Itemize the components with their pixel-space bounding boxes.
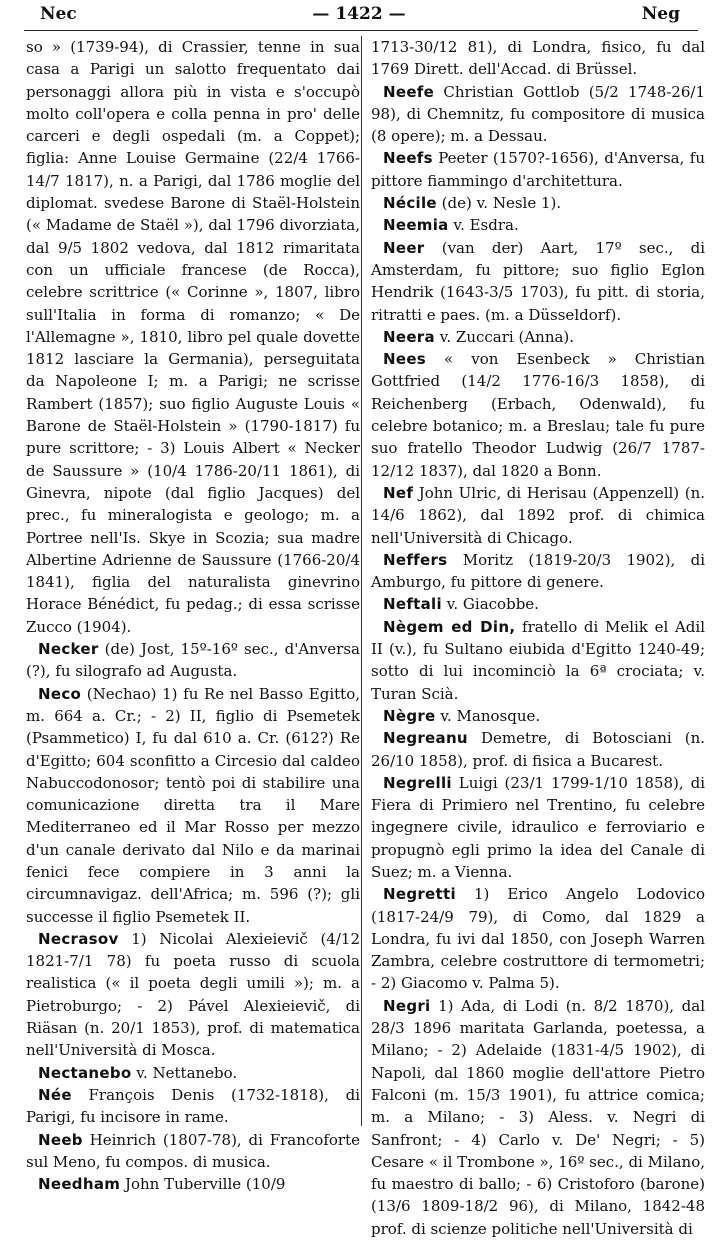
dictionary-entry [371, 705, 705, 727]
entry-text: (de) v. Nesle 1). [436, 194, 562, 213]
dictionary-entry [371, 348, 705, 482]
entry-headword: Neemia [383, 216, 449, 235]
dictionary-entry [26, 928, 360, 1062]
dictionary-entry [371, 772, 705, 883]
entry-headword: Nef [383, 483, 414, 502]
entry-headword: Negri [383, 996, 431, 1015]
entry-text: Luigi (23/1 1799-1/10 1858), di Fiera di Primiero nel Trentino, fu celebre ingegnere civile, idraulico e ferroviario e propugnò egli primo la idea del Canale di Suez; m. a Vienna. [371, 773, 705, 881]
entry-headword: Negrelli [383, 773, 452, 792]
entry-text: fratello di Melik el Adil II (v.), fu Sultano eiubida d'Egitto 1240-49; sotto di lui incominciò la 6ª crociata; v. Turan Scià. [371, 617, 706, 703]
entry-headword: Neffers [383, 550, 448, 569]
entry-text: John Ulric, di Herisau (Appenzell) (n. 14/6 1862), dal 1892 prof. di chimica nell'Università di Chicago. [371, 483, 705, 547]
dictionary-entry [26, 1173, 360, 1195]
entry-text: (van der) Aart, 17º sec., di Amsterdam, fu pittore; suo figlio Eglon Hendrik (1643-3/5 1703), fu pitt. di storia, ritratti e paes. (m. a Düsseldorf). [371, 238, 705, 324]
entry-headword: Nègre [383, 706, 436, 725]
entry-text: Heinrich (1807-78), di Francoforte sul Meno, fu compos. di musica. [26, 1130, 360, 1171]
entry-headword: Necker [38, 640, 99, 659]
dictionary-entry [371, 214, 705, 236]
dictionary-entry [26, 638, 360, 683]
dictionary-entry [371, 81, 705, 148]
dictionary-entry [371, 883, 705, 994]
entry-text: 1) Ada, di Lodi (n. 8/2 1870), dal 28/3 1896 maritata Garlanda, poetessa, a Milano; - 2) Adelaide (1831-4/5 1902), di Napoli, dal 1860 moglie dell'attore Pietro Falconi (m. 15/3 1901), fu attrice comica; m. a Milano; - 3) Aless. v. Negri di Sanfront; - 4) Carlo v. De' Negri; - 5) Cesare « il Trombone », 16º sec., di Milano, fu maestro di ballo; - 6) Cristoforo (barone) (13/6 1809-18/2 96), di Milano, 1842-48 prof. di scienze politiche nell'Università di [371, 996, 705, 1238]
entry-headword: Née [38, 1085, 72, 1104]
entry-text: (de) Jost, 15º-16º sec., d'Anversa (?), fu silografo ad Augusta. [26, 640, 360, 681]
dictionary-entry [371, 593, 705, 615]
entry-headword: Neefs [383, 149, 433, 168]
dictionary-entry [371, 237, 705, 326]
dictionary-entry [371, 147, 705, 192]
dictionary-entry [371, 616, 705, 705]
entry-text: Demetre, di Botosciani (n. 26/10 1858), prof. di fisica a Bucarest. [371, 729, 705, 770]
header-left-guideword: Nec [40, 4, 77, 24]
dictionary-entry [371, 36, 705, 81]
entry-text: John Tuberville (10/9 [120, 1175, 286, 1194]
entry-headword: Needham [38, 1175, 121, 1194]
entry-text: v. Zuccari (Anna). [434, 327, 575, 346]
entry-text: v. Manosque. [435, 706, 541, 725]
entry-headword: Necrasov [38, 929, 119, 948]
entry-text: v. Esdra. [448, 216, 519, 235]
dictionary-entry [371, 727, 705, 772]
dictionary-entry [26, 1062, 360, 1084]
dictionary-entry [26, 683, 360, 928]
page-header [0, 0, 718, 32]
entry-headword: Negretti [383, 885, 456, 904]
entry-text: so » (1739-94), di Crassier, tenne in sua casa a Parigi un salotto frequentato dai personaggi allora più in vista e s'occupò molto coll'opera e colla penna in pro' delle carceri e degli ospedali (m. a Coppet); figlia: Anne Louise Germaine (22/4 1766-14/7 1817), n. a Parigi, dal 1786 moglie del diplomat. svedese Barone di Staël-Holstein (« Madame de Staël »), dal 1796 divorziata, dal 9/5 1802 vedova, dal 1812 rimaritata con un ufficiale francese (de Rocca), celebre scrittrice (« Corinne », 1807, libro sull'Italia in forma di romanzo; « De l'Allemagne », 1810, libro pel quale dovette 1812 lasciare la Germania), perseguitata da Napoleone I; m. a Parigi; ne scrisse Rambert (1857); suo figlio Auguste Louis « Barone de Staël-Holstein » (1790-1817) fu pure scrittore; - 3) Louis Albert « Necker de Saussure » (10/4 1786-20/11 1861), di Ginevra, nipote (dal figlio Jacques) del prec., fu mineralogista e geologo; m. a Portree nell'Is. Skye in Scozia; sua madre Albertine Adrienne de Saussure (1766-20/4 1841), figlia del naturalista ginevrino Horace Bénédict, fu pedag.; di essa scrisse Zucco (1904). [26, 38, 360, 636]
entry-headword: Neco [38, 684, 82, 703]
dictionary-entry [371, 326, 705, 348]
entry-text: Peeter (1570?-1656), d'Anversa, fu pittore fiammingo d'architettura. [371, 149, 705, 190]
header-page-number: — 1422 — [312, 4, 406, 24]
dictionary-entry [371, 482, 705, 549]
header-rule [24, 30, 698, 31]
entry-text: 1713-30/12 81), di Londra, fisico, fu dal 1769 Dirett. dell'Accad. di Brüssel. [371, 38, 705, 79]
dictionary-entry [371, 995, 705, 1240]
dictionary-entry [26, 1084, 360, 1129]
entry-headword: Neer [383, 238, 425, 257]
entry-text: v. Giacobbe. [441, 595, 539, 614]
entry-text: Moritz (1819-20/3 1902), di Amburgo, fu pittore di genere. [371, 550, 705, 592]
dictionary-entry [371, 192, 705, 214]
entry-text: v. Nettanebo. [131, 1063, 238, 1082]
entry-headword: Nègem ed Din, [383, 617, 516, 636]
entry-headword: Nécile [383, 194, 437, 213]
entry-text: Christian Gottlob (5/2 1748-26/1 98), di Chemnitz, fu compositore di musica (8 opere); m. a Dessau. [371, 82, 705, 146]
entry-headword: Neera [383, 327, 435, 346]
dictionary-entry [26, 1129, 360, 1174]
entry-text: François Denis (1732-1818), di Parigi, fu incisore in rame. [26, 1085, 360, 1127]
entry-text: 1) Erico Angelo Lodovico (1817-24/9 79), di Como, dal 1829 a Londra, fu ivi dal 1850, con Joseph Warren Zambra, celebre costruttore di termometri; - 2) Giacomo v. Palma 5). [371, 885, 705, 993]
header-right-guideword: Neg [641, 4, 680, 24]
entry-text: 1) Nicolai Alexieievič (4/12 1821-7/1 78) fu poeta russo di scuola realistica (« il poeta degli umili »); m. a Pietroburgo; - 2) Pável Alexieievič, di Riäsan (n. 20/1 1853), prof. di matematica nell'Università di Mosca. [26, 929, 360, 1060]
entry-headword: Neeb [38, 1130, 83, 1149]
dictionary-entry [26, 36, 360, 638]
entry-headword: Nees [383, 350, 427, 369]
entry-text: « von Esenbeck » Christian Gottfried (14/2 1776-16/3 1858), di Reichenberg (Erbach, Odenwald), fu celebre botanico; m. a Breslau; tale fu pure suo fratello Theodor Ludwig (26/7 1787-12/12 1837), dal 1820 a Bonn. [371, 350, 705, 480]
left-column [26, 36, 360, 1194]
entry-text: (Nechao) 1) fu Re nel Basso Egitto, m. 664 a. Cr.; - 2) II, figlio di Psemetek (Psammetico) I, fu dal 610 a. Cr. (612?) Re d'Egitto; 604 sconfitto a Circesio dal caldeo Nabuccodonosor; tentò poi di stabilire una comunicazione diretta tra il Mare Mediterraneo ed il Mar Rosso per mezzo d'un canale derivato dal Nilo e da marinai fenici fece compiere in 3 anni la circumnavigaz. dell'Africa; m. 596 (?); gli successe il figlio Psemetek II. [26, 684, 360, 926]
right-column [371, 36, 706, 1238]
entry-headword: Nectanebo [38, 1063, 132, 1082]
entry-headword: Neftali [383, 595, 442, 614]
entry-headword: Neefe [383, 82, 435, 101]
dictionary-entry [371, 549, 705, 594]
column-divider [361, 36, 362, 1126]
entry-headword: Negreanu [383, 729, 468, 748]
